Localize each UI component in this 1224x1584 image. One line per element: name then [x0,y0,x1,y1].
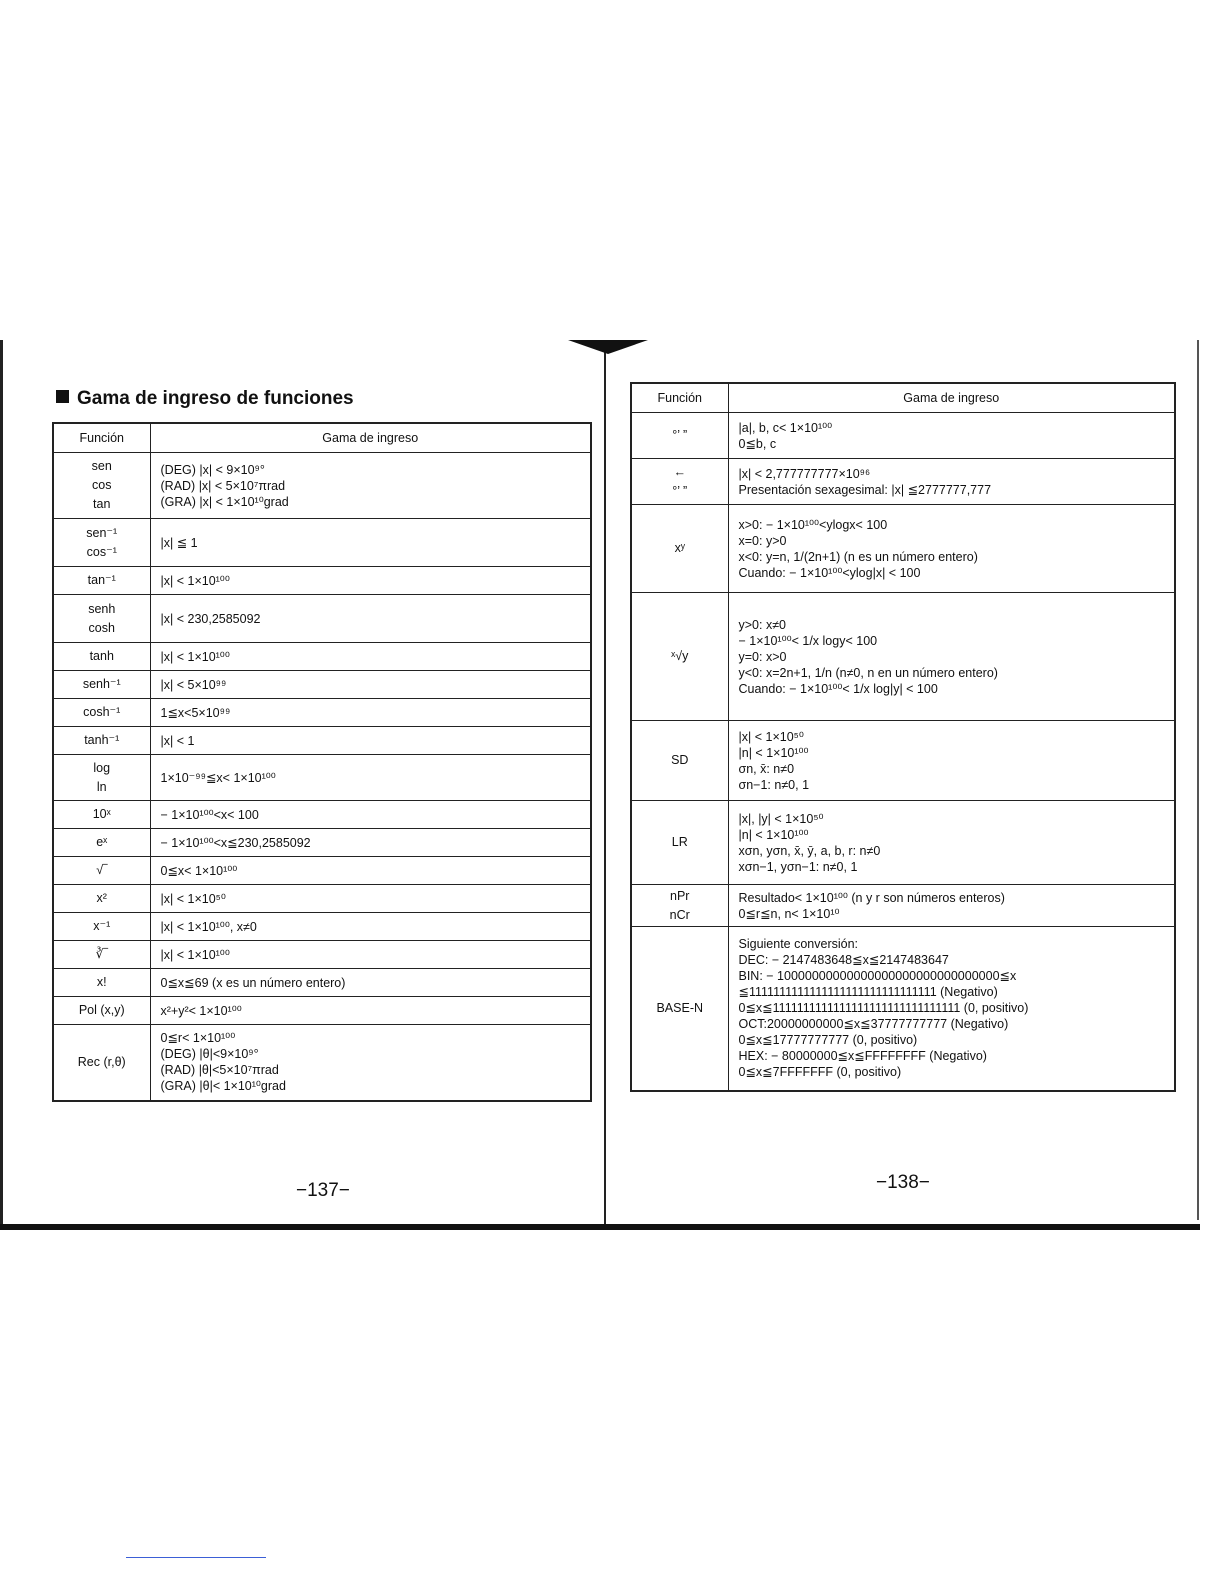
table-row [631,505,1175,593]
range-line: 0≦x≦17777777777 (0, positivo) [738,1033,918,1048]
function-cell [53,969,150,997]
range-cell [150,453,591,519]
range-line: − 1×10¹⁰⁰<x< 100 [160,807,259,822]
function-name: x! [96,975,107,989]
range-line: 1×10⁻⁹⁹≦x< 1×10¹⁰⁰ [160,770,276,785]
function-name: ← [673,464,686,479]
range-line: 1≦x<5×10⁹⁹ [160,705,231,720]
function-cell [53,595,150,643]
function-cell [631,885,728,927]
function-name: °’ ” [672,428,688,442]
function-cell [631,593,728,721]
range-cell [150,997,591,1025]
range-line: Presentación sexagesimal: |x| ≦2777777,777 [738,482,992,497]
page-number-left: −137− [296,1180,350,1201]
function-name: Pol (x,y) [78,1003,125,1017]
range-line: |x| < 230,2585092 [160,611,261,626]
function-cell [53,519,150,567]
table-row [631,885,1175,927]
function-cell [53,941,150,969]
range-cell [728,721,1175,801]
table-row [53,727,591,755]
function-cell [53,727,150,755]
range-line: OCT:20000000000≦x≦37777777777 (Negativo) [738,1017,1009,1032]
range-cell [150,829,591,857]
page-edge-left [0,340,3,1230]
range-line: HEX: − 80000000≦x≦FFFFFFFF (Negativo) [738,1049,987,1064]
table-row [631,721,1175,801]
range-cell [728,505,1175,593]
range-line: x>0: − 1×10¹⁰⁰<ylogx< 100 [738,517,888,532]
range-line: 0≦x≦69 (x es un número entero) [160,975,346,990]
range-line: 0≦x≦1111111111111111111111111111111 (0, positivo) [738,1001,1029,1016]
square-bullet-icon [56,390,69,403]
table-body-left [53,453,591,1101]
range-cell [150,595,591,643]
table-row [53,885,591,913]
range-cell [150,857,591,885]
range-line: |x| < 1×10¹⁰⁰ [160,649,230,664]
range-line: (RAD) |θ|<5×10⁷πrad [160,1063,279,1078]
range-line: Resultado< 1×10¹⁰⁰ (n y r son números enteros) [738,890,1005,905]
function-cell [631,505,728,593]
function-name: tan [93,497,111,511]
range-line: |x|, |y| < 1×10⁵⁰ [738,811,824,826]
function-name: tanh [89,649,114,663]
range-cell [728,927,1175,1091]
range-cell [150,885,591,913]
function-name: sen [91,459,112,473]
function-name: senh [88,601,116,616]
function-name: xʸ [674,541,685,555]
range-line: y<0: x=2n+1, 1/n (n≠0, n en un número entero) [738,665,998,680]
table-row [53,453,591,519]
range-line: σn−1: n≠0, 1 [738,777,810,792]
range-line: 0≦x≦7FFFFFFF (0, positivo) [738,1065,902,1080]
range-line: Siguiente conversión: [738,937,859,952]
function-name: 10ˣ [92,807,111,821]
function-name: SD [671,753,689,767]
range-line: BIN: − 10000000000000000000000000000000≦x [738,969,1017,984]
function-cell [53,885,150,913]
table-row [53,643,591,671]
function-cell [631,459,728,505]
function-name: cosh⁻¹ [83,705,121,719]
function-name: senh⁻¹ [82,677,121,691]
section-heading-text: Gama de ingreso de funciones [77,388,354,409]
spine-mark-icon [568,340,648,354]
range-cell [150,801,591,829]
range-cell [150,727,591,755]
function-name: x⁻¹ [93,919,111,933]
table-row [53,671,591,699]
range-cell [728,459,1175,505]
range-line: (GRA) |x| < 1×10¹⁰grad [160,494,289,509]
function-cell [53,913,150,941]
table-row [53,519,591,567]
range-cell [150,969,591,997]
book-spine [604,352,606,1228]
range-line: 0≦r≦n, n< 1×10¹⁰ [738,906,840,921]
table-row [53,829,591,857]
scan-artifact-line [126,1557,266,1558]
range-line: Cuando: − 1×10¹⁰⁰<ylog|x| < 100 [738,565,921,580]
range-line: 0≦r< 1×10¹⁰⁰ [160,1031,236,1046]
range-line: xσn−1, yσn−1: n≠0, 1 [738,859,858,874]
range-line: − 1×10¹⁰⁰<x≦230,2585092 [160,835,311,850]
range-line: |x| < 1×10⁵⁰ [160,891,226,906]
function-cell [631,721,728,801]
function-name: °’ ” [672,483,688,498]
range-cell [728,593,1175,721]
range-line: y>0: x≠0 [738,617,787,632]
range-line: (GRA) |θ|< 1×10¹⁰grad [160,1079,286,1094]
bottom-rule [0,1224,1200,1230]
table-row [53,913,591,941]
range-cell [728,413,1175,459]
page-edge-right [1197,340,1199,1220]
range-cell [150,1025,591,1101]
range-line: |n| < 1×10¹⁰⁰ [738,745,809,760]
function-name: LR [671,835,688,849]
function-name: ln [96,779,107,794]
function-cell [53,567,150,595]
range-line: |x| < 1×10⁵⁰ [738,729,804,744]
function-cell [53,699,150,727]
function-name: cos [92,478,112,492]
function-name: cos⁻¹ [86,544,117,559]
range-line: |x| < 1 [160,733,195,748]
function-name: nCr [669,907,690,922]
table-row [53,567,591,595]
range-cell [150,941,591,969]
function-name: Rec (r,θ) [77,1054,126,1069]
table-header-row [631,383,1175,413]
function-cell [53,755,150,801]
table-row [631,593,1175,721]
range-line: 0≦b, c [738,436,777,451]
function-name: BASE-N [656,1000,704,1015]
range-line: |a|, b, c< 1×10¹⁰⁰ [738,420,833,435]
function-cell [53,643,150,671]
column-header-function: Función [631,383,728,413]
function-name: nPr [670,888,690,903]
function-cell [53,453,150,519]
function-cell [53,857,150,885]
column-header-range: Gama de ingreso [728,383,1175,413]
function-range-table-right [630,382,1176,1092]
range-cell [150,567,591,595]
table-row [53,595,591,643]
function-cell [53,1025,150,1101]
range-line: (RAD) |x| < 5×10⁷πrad [160,478,286,493]
function-name: √‾ [96,863,108,877]
range-line: xσn, yσn, x̄, ȳ, a, b, r: n≠0 [738,843,881,858]
range-line: |x| ≦ 1 [160,535,198,550]
table-row [631,413,1175,459]
page-number-right: −138− [876,1172,930,1193]
function-range-table-left [52,422,592,1102]
function-name: tan⁻¹ [87,573,116,587]
table-row [53,997,591,1025]
function-cell [631,801,728,885]
function-name: eˣ [96,835,108,849]
function-cell [53,997,150,1025]
range-line: σn, x̄: n≠0 [738,761,795,776]
function-name: sen⁻¹ [86,525,118,540]
function-cell [631,927,728,1091]
function-name: x² [96,891,107,905]
table-row [53,801,591,829]
range-line: − 1×10¹⁰⁰< 1/x logy< 100 [738,633,878,648]
function-name: ∛‾ [95,947,108,961]
range-cell [728,801,1175,885]
range-line: y=0: x>0 [738,649,787,664]
range-line: DEC: − 2147483648≦x≦2147483647 [738,953,949,968]
table-row [53,857,591,885]
table-row [53,1025,591,1101]
table-row [631,459,1175,505]
range-line: |x| < 1×10¹⁰⁰ [160,573,230,588]
function-name: ˣ√y [671,649,689,663]
range-line: |x| < 5×10⁹⁹ [160,677,227,692]
table-row [53,941,591,969]
column-header-range: Gama de ingreso [150,423,591,453]
table-row [631,801,1175,885]
table-row [53,755,591,801]
range-line: |n| < 1×10¹⁰⁰ [738,827,809,842]
range-cell [150,643,591,671]
range-line: (DEG) |θ|<9×10⁹° [160,1047,259,1062]
table-body-right [631,413,1175,1091]
range-line: |x| < 1×10¹⁰⁰ [160,947,230,962]
function-cell [53,671,150,699]
table-row [53,969,591,997]
table-header-row [53,423,591,453]
function-cell [631,413,728,459]
range-line: x²+y²< 1×10¹⁰⁰ [160,1003,242,1018]
range-line: |x| < 2,777777777×10⁹⁶ [738,466,871,481]
range-cell [150,913,591,941]
function-name: log [93,760,111,775]
table-row [631,927,1175,1091]
range-cell [150,519,591,567]
range-cell [728,885,1175,927]
function-cell [53,801,150,829]
range-line: x=0: y>0 [738,533,787,548]
function-name: tanh⁻¹ [84,733,120,747]
table-row [53,699,591,727]
section-heading [56,388,354,410]
range-line: (DEG) |x| < 9×10⁹° [160,462,265,477]
function-name: cosh [88,620,115,635]
function-cell [53,829,150,857]
range-line: ≦1111111111111111111111111111111 (Negativo) [738,985,998,1000]
range-cell [150,671,591,699]
range-cell [150,755,591,801]
range-line: |x| < 1×10¹⁰⁰, x≠0 [160,919,257,934]
range-line: Cuando: − 1×10¹⁰⁰< 1/x log|y| < 100 [738,681,938,696]
range-cell [150,699,591,727]
column-header-function: Función [53,423,150,453]
range-line: 0≦x< 1×10¹⁰⁰ [160,863,238,878]
range-line: x<0: y=n, 1/(2n+1) (n es un número entero) [738,549,978,564]
